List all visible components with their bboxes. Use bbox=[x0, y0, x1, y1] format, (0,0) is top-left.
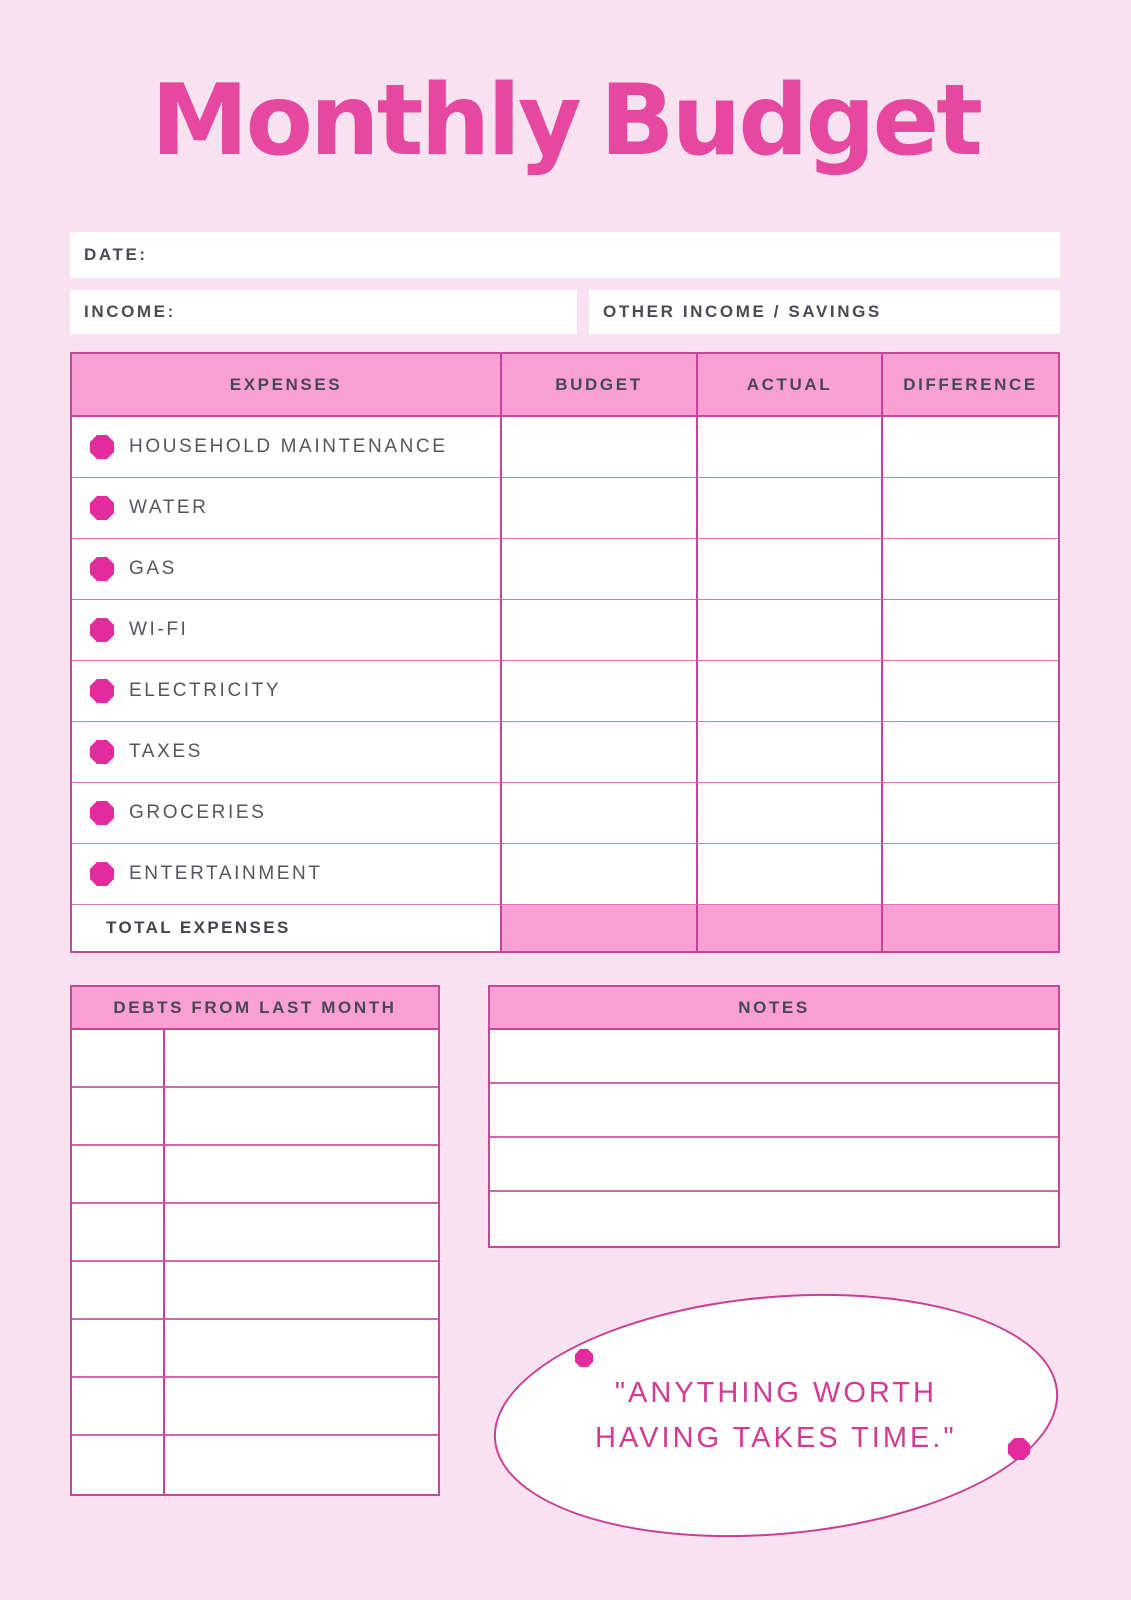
budget-input-cell[interactable] bbox=[502, 478, 698, 539]
expense-row-label: ENTERTAINMENT bbox=[129, 863, 323, 884]
debts-row bbox=[72, 1088, 438, 1146]
quote-ellipse bbox=[484, 1272, 1069, 1559]
debt-description-cell[interactable] bbox=[165, 1146, 438, 1204]
octagon-bullet-icon bbox=[90, 801, 114, 825]
column-header-difference: DIFFERENCE bbox=[883, 354, 1058, 417]
octagon-bullet-icon bbox=[90, 557, 114, 581]
debt-description-cell[interactable] bbox=[165, 1378, 438, 1436]
debts-row bbox=[72, 1436, 438, 1494]
page-title: Monthly Budget bbox=[151, 64, 980, 178]
octagon-bullet-icon bbox=[90, 618, 114, 642]
expense-row bbox=[72, 722, 1058, 783]
octagon-bullet-icon bbox=[90, 862, 114, 886]
date-field[interactable] bbox=[70, 232, 1060, 278]
total-budget-cell[interactable] bbox=[502, 905, 698, 951]
expense-label-cell bbox=[72, 783, 502, 844]
expense-label-cell bbox=[72, 844, 502, 905]
debts-table-body bbox=[72, 1030, 438, 1494]
debt-description-cell[interactable] bbox=[165, 1030, 438, 1088]
budget-input-cell[interactable] bbox=[502, 539, 698, 600]
actual-input-cell[interactable] bbox=[698, 478, 883, 539]
expense-table-header-row bbox=[72, 354, 1058, 417]
expense-row-label: GROCERIES bbox=[129, 802, 267, 823]
debts-table bbox=[70, 985, 440, 1496]
octagon-dot-icon bbox=[575, 1349, 593, 1367]
expense-row bbox=[72, 783, 1058, 844]
debt-amount-cell[interactable] bbox=[72, 1378, 165, 1436]
debts-table-header bbox=[72, 987, 438, 1030]
budget-input-cell[interactable] bbox=[502, 844, 698, 905]
quote-line: "ANYTHING WORTH bbox=[614, 1376, 938, 1409]
expense-label-cell bbox=[72, 478, 502, 539]
difference-input-cell[interactable] bbox=[883, 783, 1058, 844]
notes-title: NOTES bbox=[738, 997, 810, 1017]
debt-amount-cell[interactable] bbox=[72, 1436, 165, 1494]
expense-row bbox=[72, 478, 1058, 539]
expense-row-label: ELECTRICITY bbox=[129, 680, 282, 701]
expense-label-cell bbox=[72, 539, 502, 600]
date-label: DATE: bbox=[84, 245, 148, 264]
debts-row bbox=[72, 1146, 438, 1204]
total-difference-cell[interactable] bbox=[883, 905, 1058, 951]
octagon-dot-icon bbox=[1008, 1438, 1030, 1460]
actual-input-cell[interactable] bbox=[698, 844, 883, 905]
debts-row bbox=[72, 1320, 438, 1378]
difference-input-cell[interactable] bbox=[883, 478, 1058, 539]
debt-description-cell[interactable] bbox=[165, 1320, 438, 1378]
quote-text bbox=[595, 1371, 957, 1461]
expense-row bbox=[72, 417, 1058, 478]
debts-row bbox=[72, 1378, 438, 1436]
budget-input-cell[interactable] bbox=[502, 783, 698, 844]
debt-amount-cell[interactable] bbox=[72, 1146, 165, 1204]
budget-input-cell[interactable] bbox=[502, 722, 698, 783]
difference-input-cell[interactable] bbox=[883, 417, 1058, 478]
debt-amount-cell[interactable] bbox=[72, 1320, 165, 1378]
expense-row-label: HOUSEHOLD MAINTENANCE bbox=[129, 436, 448, 457]
column-header-expenses: EXPENSES bbox=[72, 354, 502, 417]
difference-input-cell[interactable] bbox=[883, 844, 1058, 905]
expense-row-label: WATER bbox=[129, 497, 209, 518]
notes-header bbox=[490, 987, 1058, 1030]
difference-input-cell[interactable] bbox=[883, 722, 1058, 783]
octagon-bullet-icon bbox=[90, 740, 114, 764]
actual-input-cell[interactable] bbox=[698, 600, 883, 661]
expense-label-cell bbox=[72, 661, 502, 722]
debts-row bbox=[72, 1262, 438, 1320]
expense-row bbox=[72, 844, 1058, 905]
difference-input-cell[interactable] bbox=[883, 600, 1058, 661]
debts-table-title: DEBTS FROM LAST MONTH bbox=[113, 997, 397, 1017]
expense-row bbox=[72, 600, 1058, 661]
quote-line: HAVING TAKES TIME." bbox=[595, 1421, 957, 1454]
expense-label-cell bbox=[72, 600, 502, 661]
notes-body bbox=[490, 1030, 1058, 1246]
debt-description-cell[interactable] bbox=[165, 1436, 438, 1494]
expense-label-cell bbox=[72, 417, 502, 478]
total-expenses-label: TOTAL EXPENSES bbox=[106, 918, 291, 937]
budget-input-cell[interactable] bbox=[502, 417, 698, 478]
total-expenses-row bbox=[72, 905, 1058, 951]
income-label: INCOME: bbox=[84, 302, 176, 321]
total-expenses-label-cell bbox=[72, 905, 502, 951]
octagon-bullet-icon bbox=[90, 679, 114, 703]
difference-input-cell[interactable] bbox=[883, 661, 1058, 722]
notes-line[interactable] bbox=[490, 1192, 1058, 1246]
notes-line[interactable] bbox=[490, 1138, 1058, 1192]
difference-input-cell[interactable] bbox=[883, 539, 1058, 600]
other-income-field[interactable] bbox=[589, 290, 1060, 334]
other-income-label: OTHER INCOME / SAVINGS bbox=[603, 302, 882, 321]
expense-row-label: TAXES bbox=[129, 741, 203, 762]
column-header-actual: ACTUAL bbox=[698, 354, 883, 417]
budget-input-cell[interactable] bbox=[502, 600, 698, 661]
actual-input-cell[interactable] bbox=[698, 661, 883, 722]
notes-panel bbox=[488, 985, 1060, 1248]
expense-row bbox=[72, 661, 1058, 722]
debts-row bbox=[72, 1204, 438, 1262]
expense-row-label: GAS bbox=[129, 558, 177, 579]
total-actual-cell[interactable] bbox=[698, 905, 883, 951]
debt-description-cell[interactable] bbox=[165, 1088, 438, 1146]
debts-row bbox=[72, 1030, 438, 1088]
actual-input-cell[interactable] bbox=[698, 417, 883, 478]
notes-line[interactable] bbox=[490, 1084, 1058, 1138]
debt-description-cell[interactable] bbox=[165, 1204, 438, 1262]
debt-amount-cell[interactable] bbox=[72, 1204, 165, 1262]
debt-amount-cell[interactable] bbox=[72, 1088, 165, 1146]
debt-description-cell[interactable] bbox=[165, 1262, 438, 1320]
octagon-bullet-icon bbox=[90, 435, 114, 459]
expense-table bbox=[70, 352, 1060, 953]
column-header-budget: BUDGET bbox=[502, 354, 698, 417]
income-field[interactable] bbox=[70, 290, 577, 334]
notes-line[interactable] bbox=[490, 1030, 1058, 1084]
budget-input-cell[interactable] bbox=[502, 661, 698, 722]
actual-input-cell[interactable] bbox=[698, 722, 883, 783]
actual-input-cell[interactable] bbox=[698, 539, 883, 600]
expense-label-cell bbox=[72, 722, 502, 783]
octagon-bullet-icon bbox=[90, 496, 114, 520]
expense-row bbox=[72, 539, 1058, 600]
debt-amount-cell[interactable] bbox=[72, 1030, 165, 1088]
expense-row-label: WI-FI bbox=[129, 619, 189, 640]
actual-input-cell[interactable] bbox=[698, 783, 883, 844]
debt-amount-cell[interactable] bbox=[72, 1262, 165, 1320]
expense-table-body bbox=[72, 417, 1058, 905]
